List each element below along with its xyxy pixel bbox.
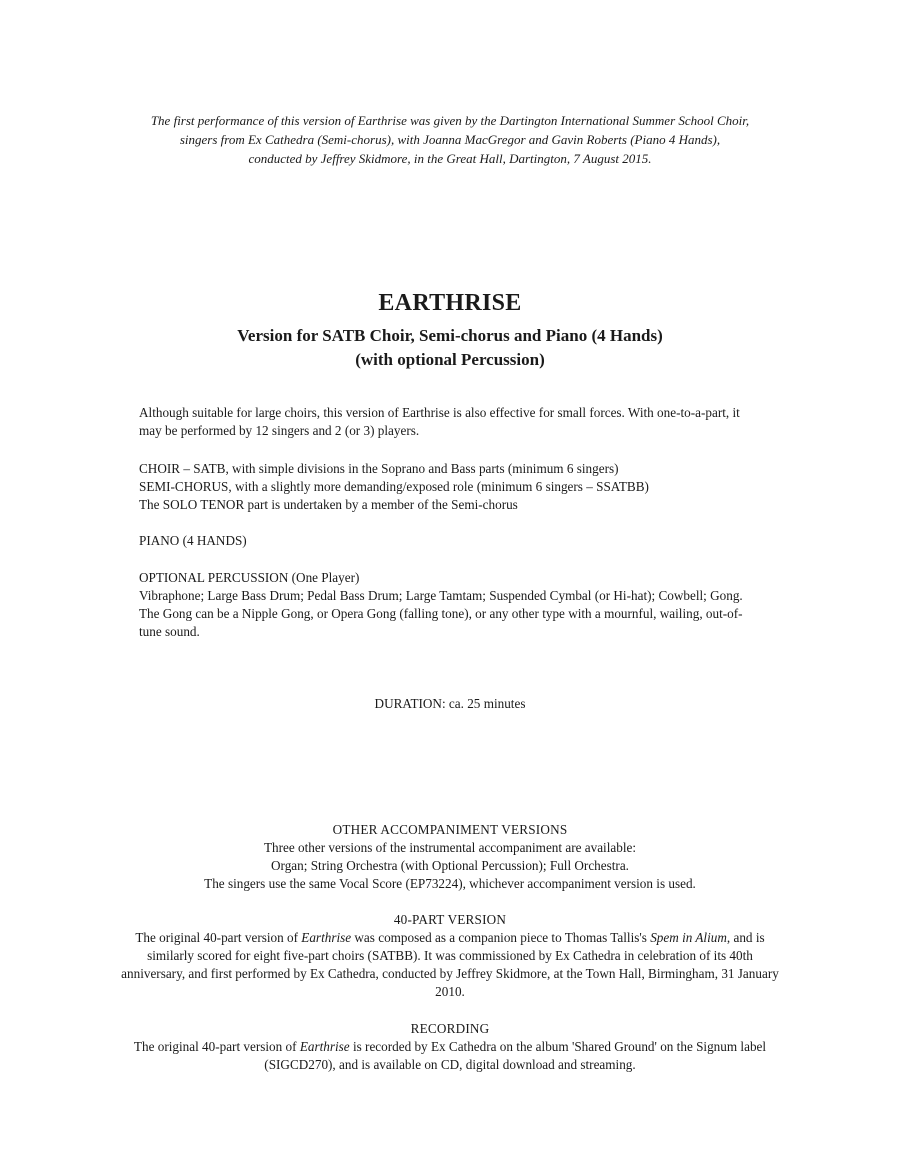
other-versions-line-1: Three other versions of the instrumental accompaniment are available: xyxy=(263,840,637,855)
semichorus-scoring: SEMI-CHORUS, with a slightly more demanding/exposed role (minimum 6 singers – SSATBB) xyxy=(139,479,649,494)
title-block xyxy=(0,288,900,372)
version-subtitle: Version for SATB Choir, Semi-chorus and Piano (4 Hands) xyxy=(237,326,663,345)
forty-part-text-c: , and is similarly scored for eight five-part choirs (SATBB). It was commissioned by Ex Cathedra in celebration of its 40th anniversary, and first performed by Ex Cathedra, conducted by Jeffrey Skidmore, at the Town Hall, Birmingham, 31 January 2010. xyxy=(121,930,779,999)
other-versions-line-3: The singers use the same Vocal Score (EP73224), whichever accompaniment version is used. xyxy=(204,876,696,891)
work-title: EARTHRISE xyxy=(378,290,522,316)
recording-text xyxy=(120,1038,780,1074)
forty-part-heading: 40-PART VERSION xyxy=(393,912,507,927)
forty-part-work-title: Earthrise xyxy=(301,930,352,945)
recording-work-title: Earthrise xyxy=(299,1039,350,1054)
piano-section xyxy=(139,532,764,550)
premiere-line-3: conducted by Jeffrey Skidmore, in the Great Hall, Dartington, 7 August 2015. xyxy=(248,151,652,166)
recording-section xyxy=(120,1020,780,1074)
premiere-note xyxy=(110,111,790,168)
forty-part-text-a: The original 40-part version of xyxy=(135,930,302,945)
other-versions-heading: OTHER ACCOMPANIMENT VERSIONS xyxy=(332,822,568,837)
solo-tenor-note: The SOLO TENOR part is undertaken by a member of the Semi-chorus xyxy=(139,497,518,512)
recording-text-a: The original 40-part version of xyxy=(133,1039,300,1054)
forty-part-text xyxy=(120,929,780,1001)
choir-scoring: CHOIR – SATB, with simple divisions in the Soprano and Bass parts (minimum 6 singers) xyxy=(139,461,619,476)
other-versions-line-2: Organ; String Orchestra (with Optional Percussion); Full Orchestra. xyxy=(271,858,629,873)
percussion-section xyxy=(139,569,764,641)
tallis-work-title: Spem in Alium xyxy=(650,930,727,945)
percussion-heading: OPTIONAL PERCUSSION (One Player) xyxy=(139,570,360,585)
forty-part-section xyxy=(120,911,780,1001)
recording-text-b: is recorded by Ex Cathedra on the album 'Shared Ground' on the Signum label (SIGCD270), and is available on CD, digital download and streaming. xyxy=(264,1039,767,1072)
intro-paragraph xyxy=(139,404,764,440)
percussion-text: Vibraphone; Large Bass Drum; Pedal Bass Drum; Large Tamtam; Suspended Cymbal (or Hi-hat); Cowbell; Gong. The Gong can be a Nipple Gong, or Opera Gong (falling tone), or any other type with a mournful, wailing, out-of-tune sound. xyxy=(139,588,743,639)
duration: DURATION: ca. 25 minutes xyxy=(374,696,526,711)
premiere-line-1: The first performance of this version of Earthrise was given by the Dartington International Summer School Choir, xyxy=(150,113,750,128)
recording-heading: RECORDING xyxy=(410,1021,490,1036)
piano-scoring: PIANO (4 HANDS) xyxy=(139,533,247,548)
intro-text: Although suitable for large choirs, this version of Earthrise is also effective for small forces. With one-to-a-part, it may be performed by 12 singers and 2 (or 3) players. xyxy=(139,405,740,438)
other-versions-section xyxy=(120,821,780,893)
scoring-section xyxy=(139,460,764,514)
version-subtitle-optional: (with optional Percussion) xyxy=(355,350,545,369)
forty-part-text-b: was composed as a companion piece to Thomas Tallis's xyxy=(351,930,651,945)
premiere-line-2: singers from Ex Cathedra (Semi-chorus), with Joanna MacGregor and Gavin Roberts (Piano 4 Hands), xyxy=(179,132,721,147)
